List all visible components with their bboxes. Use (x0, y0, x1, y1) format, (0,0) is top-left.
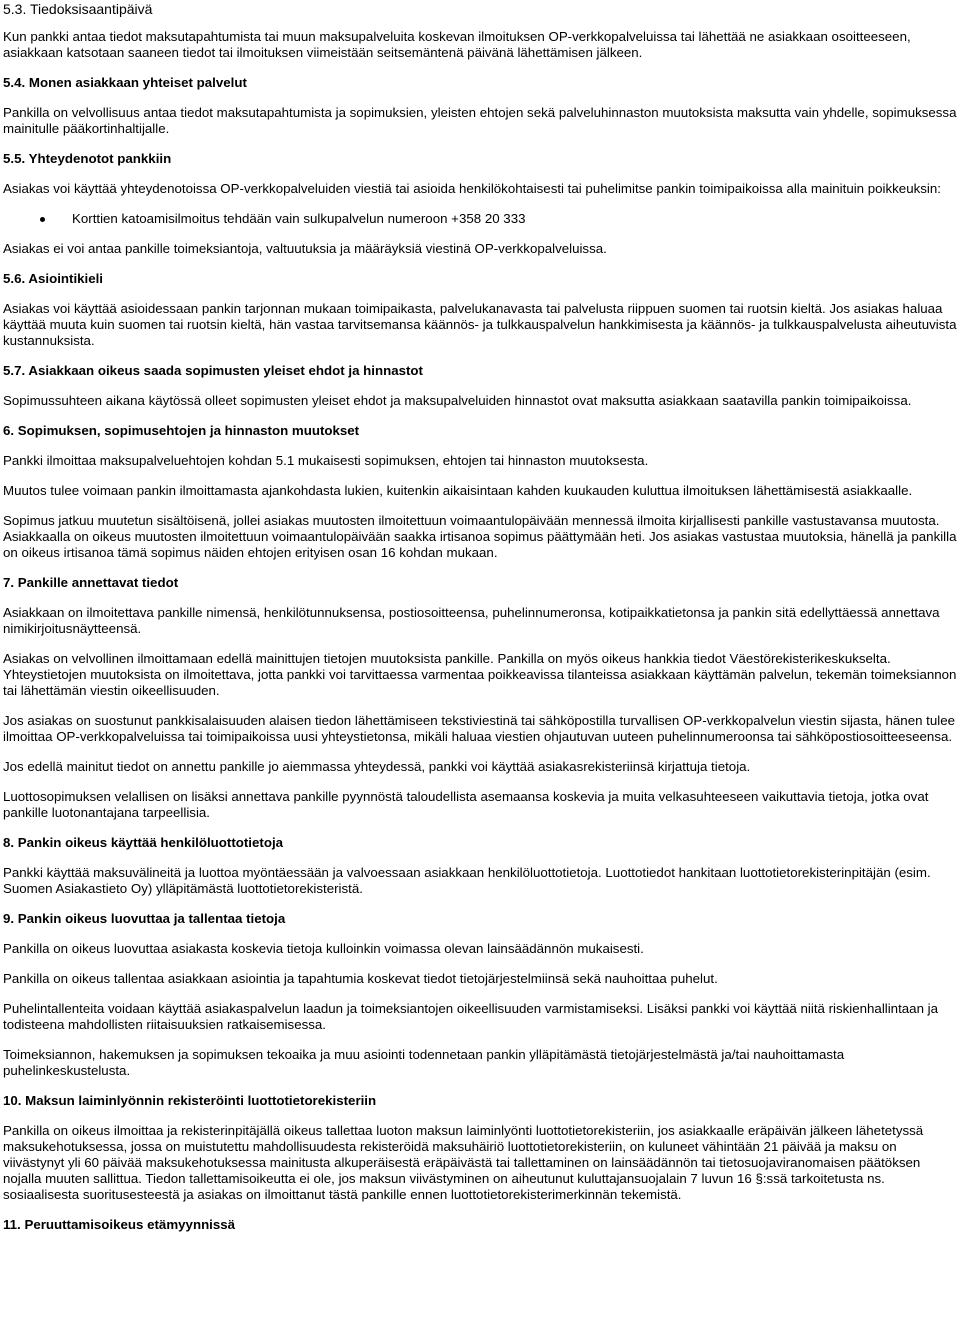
paragraph: Asiakas voi käyttää yhteydenotoissa OP-verkkopalveluiden viestiä tai asioida henkilökohtaisesti tai puhelimitse pankin toimipaikoissa alla mainituin poikkeuksin: (3, 181, 941, 196)
paragraph: Pankki ilmoittaa maksupalveluehtojen kohdan 5.1 mukaisesti sopimuksen, ehtojen tai hinnaston muutoksesta. (3, 453, 649, 468)
section-title-8: 8. Pankin oikeus käyttää henkilöluottotietoja (3, 835, 284, 850)
paragraph: Sopimus jatkuu muutetun sisältöisenä, jollei asiakas muutosten ilmoitettuun voimaantulopäivään mennessä ilmoita kirjallisesti pankille vastustavansa muutosta. Asiakkaalla on oikeus muutosten ilmoitettuun voimaantulopäivään saakka irtisanoa sopimus päättymään heti. Jos asiakas vastustaa muutoksia, hänellä ja pankilla on oikeus irtisanoa tämä sopimus näiden ehtojen erityisen osan 16 kohdan mukaan. (3, 513, 957, 560)
paragraph: Puhelintallenteita voidaan käyttää asiakaspalvelun laadun ja toimeksiantojen oikeellisuuden varmistamiseksi. Lisäksi pankki voi käyttää niitä riskienhallintaan ja todisteena mahdollisten riitaisuuksien ratkaisemisessa. (3, 1001, 939, 1032)
paragraph: Asiakas on velvollinen ilmoittamaan edellä mainittujen tietojen muutoksista pankille. Pankilla on myös oikeus hankkia tiedot Väestörekisterikeskukselta. Yhteystietojen muutoksista on ilmoitettava, jotta pankki voi tarvittaessa varmentaa poikkeavissa tilanteissa asiakkaan käyttämän palvelun, tekemän toimeksiannon tai lähettämän viestin oikeellisuuden. (3, 651, 957, 698)
paragraph: Asiakkaan on ilmoitettava pankille nimensä, henkilötunnuksensa, postiosoitteensa, puhelinnumeronsa, kotipaikkatietonsa ja pankin sitä edellyttäessä annettava nimikirjoitusnäytteensä. (3, 605, 940, 636)
section-title-11: 11. Peruuttamisoikeus etämyynnissä (3, 1217, 236, 1232)
paragraph: Pankki käyttää maksuvälineitä ja luottoa myöntäessään ja valvoessaan asiakkaan henkilöluottotietoja. Luottotiedot hankitaan luottotietorekisterinpitäjän (esim. Suomen Asiakastieto Oy) ylläpitämästä luottotietorekisteristä. (3, 865, 931, 896)
section-title-6: 6. Sopimuksen, sopimusehtojen ja hinnaston muutokset (3, 423, 360, 438)
paragraph: Sopimussuhteen aikana käytössä olleet sopimusten yleiset ehdot ja maksupalveluiden hinnastot ovat maksutta asiakkaan saatavilla pankin toimipaikoissa. (3, 393, 912, 408)
paragraph: Asiakas ei voi antaa pankille toimeksiantoja, valtuutuksia ja määräyksiä viestinä OP-verkkopalveluissa. (3, 241, 607, 256)
section-title-5-4: 5.4. Monen asiakkaan yhteiset palvelut (3, 75, 247, 90)
paragraph: Toimeksiannon, hakemuksen ja sopimuksen tekoaika ja muu asiointi todennetaan pankin ylläpitämästä tietojärjestelmästä ja/tai nauhoittamasta puhelinkeskustelusta. (3, 1047, 845, 1078)
paragraph: Asiakas voi käyttää asioidessaan pankin tarjonnan mukaan toimipaikasta, palvelukanavasta tai palvelusta riippuen suomen tai ruotsin kieltä. Jos asiakas haluaa käyttää muuta kuin suomen tai ruotsin kieltä, hän vastaa tarvitsemansa käännös- ja tulkkauspalvelun hankkimisesta ja käännös- ja tulkkauspalvelusta aiheutuvista kustannuksista. (3, 301, 957, 348)
section-title-5-7: 5.7. Asiakkaan oikeus saada sopimusten yleiset ehdot ja hinnastot (3, 363, 423, 378)
section-title-9: 9. Pankin oikeus luovuttaa ja tallentaa tietoja (3, 911, 286, 926)
section-title-5-5: 5.5. Yhteydenotot pankkiin (3, 151, 172, 166)
bullet-icon (40, 217, 45, 222)
paragraph: Pankilla on velvollisuus antaa tiedot maksutapahtumista ja sopimuksien, yleisten ehtojen sekä palveluhinnaston muutoksista maksutta vain yhdelle, sopimuksessa mainitulle pääkortinhaltijalle. (3, 105, 957, 136)
paragraph: Luottosopimuksen velallisen on lisäksi annettava pankille pyynnöstä taloudellista asemaansa koskevia ja muita velkasuhteeseen vaikuttavia tietoja, jotka ovat pankille luotonantajana tarpeellisia. (3, 789, 929, 820)
paragraph: Pankilla on oikeus tallentaa asiakkaan asiointia ja tapahtumia koskevat tiedot tietojärjestelmiinsä sekä nauhoittaa puhelut. (3, 971, 718, 986)
section-title-7: 7. Pankille annettavat tiedot (3, 575, 179, 590)
paragraph: Muutos tulee voimaan pankin ilmoittamasta ajankohdasta lukien, kuitenkin aikaisintaan kahden kuukauden kuluttua ilmoituksen lähettämisestä asiakkaalle. (3, 483, 913, 498)
paragraph: Kun pankki antaa tiedot maksutapahtumista tai muun maksupalveluita koskevan ilmoituksen OP-verkkopalveluissa tai lähettää ne asiakkaan osoitteeseen, asiakkaan katsotaan saaneen tiedot tai ilmoituksen viimeistään seitsemäntenä päivänä lähettämisen jälkeen. (3, 29, 911, 60)
section-title-5-6: 5.6. Asiointikieli (3, 271, 104, 286)
paragraph: Jos edellä mainitut tiedot on annettu pankille jo aiemmassa yhteydessä, pankki voi käyttää asiakasrekisteriinsä kirjattuja tietoja. (3, 759, 751, 774)
section-title-5-3: 5.3. Tiedoksisaantipäivä (3, 1, 153, 17)
list-item (3, 211, 957, 227)
paragraph: Jos asiakas on suostunut pankkisalaisuuden alaisen tiedon lähettämiseen tekstiviestinä tai sähköpostilla turvallisen OP-verkkopalvelun viestin sijasta, hänen tulee ilmoittaa OP-verkkopalveluissa tai toimipaikoissa uusi yhteystietonsa, mikäli haluaa viestien ohjautuvan uuteen puhelinnumeroonsa tai sähköpostiosoitteeseensa. (3, 713, 956, 744)
paragraph: Pankilla on oikeus luovuttaa asiakasta koskevia tietoja kulloinkin voimassa olevan lainsäädännön mukaisesti. (3, 941, 644, 956)
section-title-10: 10. Maksun laiminlyönnin rekisteröinti luottotietorekisteriin (3, 1093, 377, 1108)
list-item-text: Korttien katoamisilmoitus tehdään vain sulkupalvelun numeroon +358 20 333 (72, 211, 526, 226)
paragraph: Pankilla on oikeus ilmoittaa ja rekisterinpitäjällä oikeus tallettaa luoton maksun laiminlyönti luottotietorekisteriin, jos asiakkaalle eräpäivän jälkeen lähetetyssä maksukehotuksessa, jossa on muistutettu mahdollisuudesta rekisteröidä maksuhäiriö luottotietorekisteriin, on kuluneet vähintään 21 päivää ja maksu on viivästynyt yli 60 päivää maksukehotuksessa mainitusta alkuperäisestä eräpäivästä tai tallettaminen on lainsäädännön tai tietosuojaviranomaisen päätöksen nojalla muuten sallittua. Tiedon tallettamisoikeutta ei ole, jos maksun viivästyminen on aiheutunut kuluttajansuojalain 7 luvun 16 §:ssä tarkoitetusta ns. sosiaalisesta suoritusesteestä ja asiakas on ilmoittanut tästä pankille ennen luottotietorekisterimerkinnän tekemistä. (3, 1123, 924, 1202)
